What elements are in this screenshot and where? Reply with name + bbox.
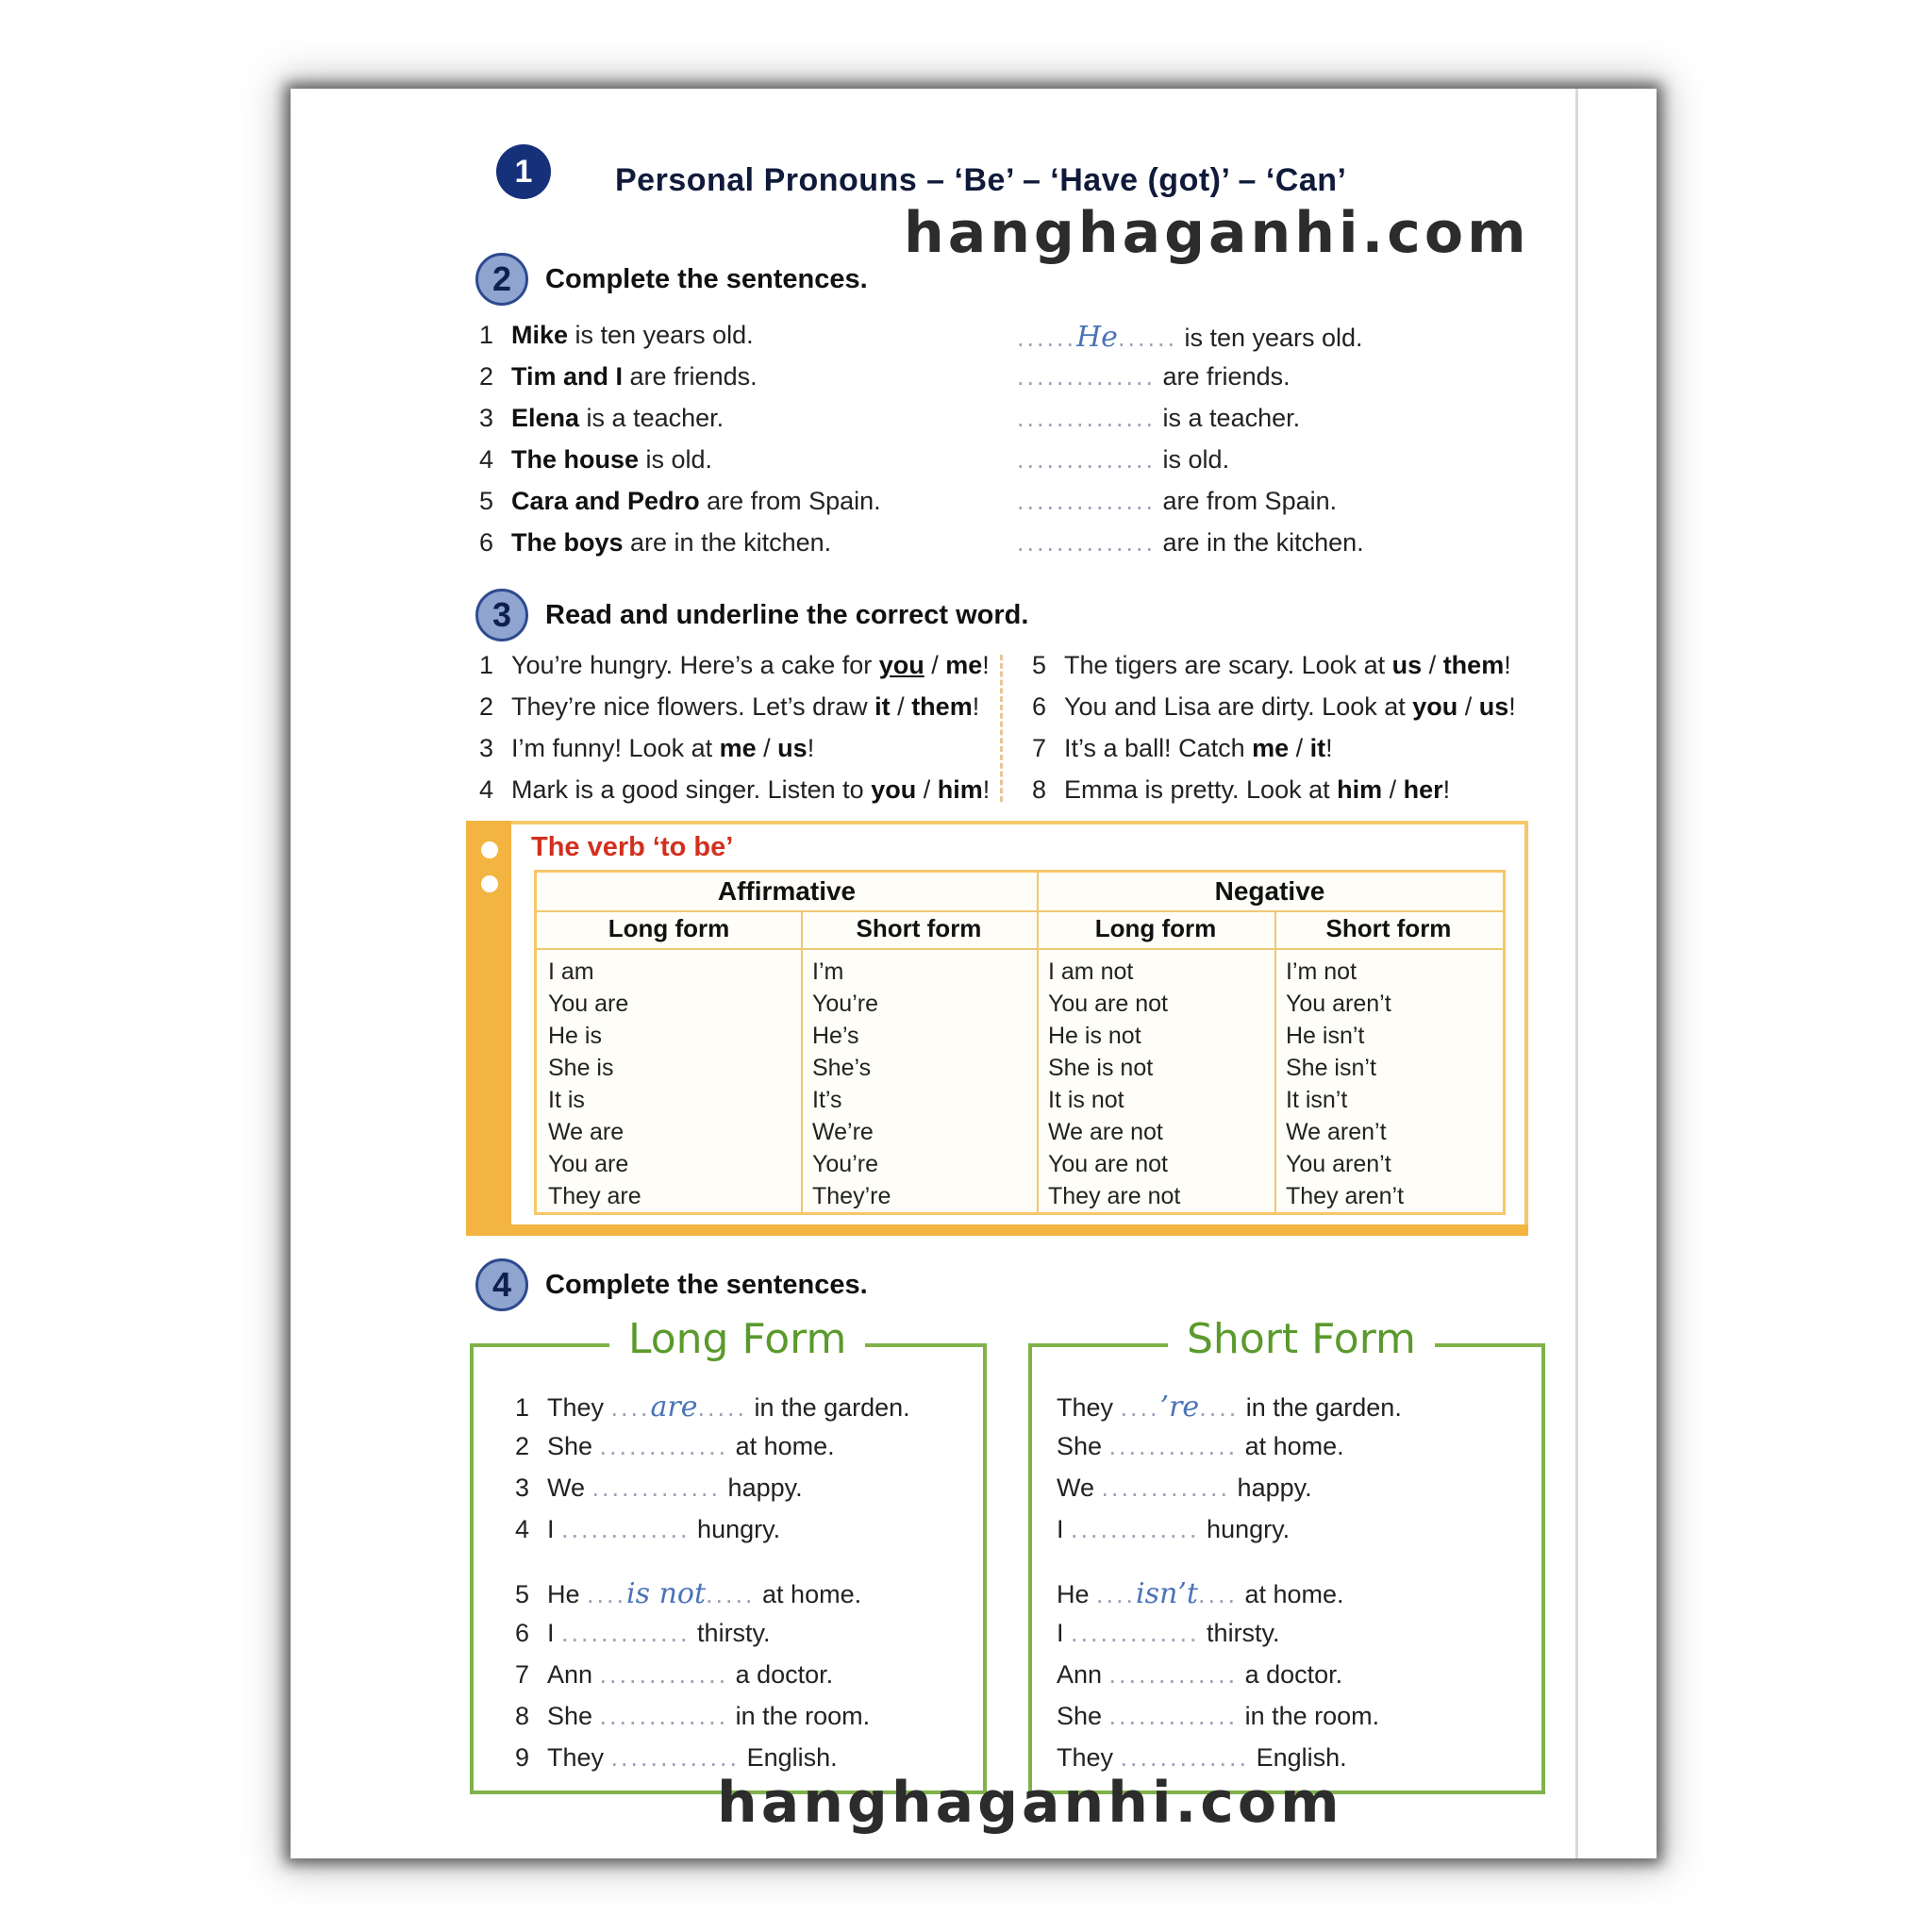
sentence-rest: happy. [1230,1474,1312,1502]
blank-dots: ............. [1108,1432,1239,1460]
binder-hole [481,841,498,858]
sentence-end: ! [1508,692,1516,721]
item-number: 6 [515,1619,530,1647]
sentence-rest: in the room. [1238,1702,1380,1730]
short-form-title: Short Form [1168,1315,1435,1363]
header-neg-long: Long form [1094,914,1217,942]
short-form-sentence [1057,1660,1342,1690]
blank-dots: .............. [1017,445,1157,474]
subject: They [547,1393,611,1422]
sentence-end: ! [1442,775,1451,804]
sentence-rest: are friends. [623,362,758,391]
ex2-sentence [479,404,724,433]
option-1: you [1412,692,1458,721]
short-form-sentence [1057,1577,1344,1610]
ex2-answer-line [1017,362,1291,391]
item-number: 6 [1032,692,1047,721]
item-number: 1 [515,1393,530,1422]
option-separator: / [1382,775,1404,804]
blank-dots: .... [610,1393,651,1422]
grammar-box-bottom [466,1224,1528,1236]
sentence-rest: at home. [1237,1580,1344,1608]
blank-dots: .... [587,1580,627,1608]
option-separator: / [924,651,946,679]
ex2-sentence [479,362,758,391]
item-number: 4 [479,775,494,804]
unit-title: Personal Pronouns – ‘Be’ – ‘Have (got)’ – ‘Can’ [615,162,1347,198]
option-2: them [911,692,973,721]
blank-dots: .............. [1017,528,1157,557]
item-number: 5 [1032,651,1047,679]
sentence-end: ! [982,775,991,804]
subject: They [1057,1393,1121,1422]
ex3-sentence [479,651,990,680]
ex3-sentence [1032,692,1516,722]
sentence-text: It’s a ball! Catch [1064,734,1253,762]
sentence-rest: is ten years old. [1176,324,1363,352]
sentence-rest: is old. [639,445,713,474]
grammar-table [534,870,1506,1215]
sentence-text: You’re hungry. Here’s a cake for [511,651,879,679]
option-separator: / [1422,651,1443,679]
sentence-text: You and Lisa are dirty. Look at [1064,692,1413,721]
long-form-sentence [515,1619,771,1648]
subject: She [547,1702,600,1730]
subject: Ann [1057,1660,1109,1689]
item-number: 6 [479,528,494,557]
item-number: 3 [479,734,494,762]
subject: She [1057,1432,1109,1460]
handwritten-answer: ’re [1159,1391,1200,1424]
item-number: 9 [515,1743,530,1772]
ex3-sentence [1032,775,1450,805]
subject: He [1057,1580,1097,1608]
ex2-sentence [479,321,754,350]
column-divider [1000,655,1003,802]
option-separator: / [1457,692,1479,721]
short-form-sentence [1057,1702,1379,1731]
option-separator: / [756,734,778,762]
long-form-sentence [515,1432,835,1461]
header-aff-long: Long form [608,914,730,942]
bold-subject: Elena [511,404,580,432]
exercise-4-title: Complete the sentences. [545,1270,868,1300]
sentence-rest: are friends. [1156,362,1291,391]
sentence-end: ! [1504,651,1511,679]
item-number: 5 [479,487,494,515]
ex3-sentence [479,692,979,722]
handwritten-answer: are [650,1391,698,1424]
neg-short-column: I’m not You aren’t He isn’t She isn’t It isn’t We aren’t You aren’t They aren’t [1286,958,1405,1209]
header-aff-short: Short form [856,914,982,942]
header-affirmative: Affirmative [717,876,857,906]
sentence-rest: is ten years old. [568,321,754,349]
sentence-rest: hungry. [1199,1515,1291,1543]
item-number: 1 [479,321,494,349]
sentence-end: ! [807,734,815,762]
short-form-sentence [1057,1391,1402,1424]
option-2: us [777,734,808,762]
blank-dots: .............. [1017,362,1157,391]
sentence-rest: is a teacher. [1156,404,1301,432]
blank-dots: .... [1199,1393,1240,1422]
blank-dots: ............. [599,1660,729,1689]
subject: We [1057,1474,1102,1502]
option-separator: / [890,692,912,721]
sentence-text: Emma is pretty. Look at [1064,775,1338,804]
ex2-sentence [479,487,881,516]
item-number: 2 [479,692,494,721]
option-2: her [1403,775,1443,804]
blank-dots: ............. [561,1515,691,1543]
option-1: me [719,734,757,762]
item-number: 1 [479,651,494,679]
sentence-rest: at home. [755,1580,862,1608]
blank-dots: ..... [697,1393,748,1422]
item-number: 2 [479,362,494,391]
sentence-end: ! [972,692,980,721]
ex2-answer-line [1017,445,1229,475]
blank-dots: ............. [1120,1743,1250,1772]
sentence-rest: is old. [1156,445,1230,474]
option-2: it [1309,734,1326,762]
sentence-rest: at home. [1238,1432,1344,1460]
sentence-rest: thirsty. [1199,1619,1280,1647]
subject: Ann [547,1660,600,1689]
unit-number-badge: 1 [496,144,551,199]
option-1: it [874,692,891,721]
blank-dots: ............. [599,1432,729,1460]
watermark-bottom: hanghaganhi.com [717,1770,1343,1836]
sentence-rest: at home. [728,1432,835,1460]
blank-dots: .... [1120,1393,1160,1422]
sentence-rest: are in the kitchen. [1156,528,1364,557]
neg-long-column: I am not You are not He is not She is not It is not We are not You are not They are not [1048,958,1181,1209]
long-form-sentence [515,1660,833,1690]
handwritten-answer: is not [626,1577,707,1610]
subject: They [547,1743,611,1772]
sentence-rest: English. [1249,1743,1347,1772]
blank-dots: .... [1197,1580,1238,1608]
sentence-rest: are from Spain. [699,487,881,515]
long-form-sentence [515,1577,861,1610]
exercise-4-badge: 4 [475,1258,528,1311]
long-form-sentence [515,1391,910,1424]
binder-hole [481,875,498,892]
blank-dots: ............. [1101,1474,1231,1502]
long-form-title: Long Form [609,1315,865,1363]
sentence-text: They’re nice flowers. Let’s draw [511,692,875,721]
sentence-rest: are from Spain. [1156,487,1338,515]
blank-dots: ............. [591,1474,722,1502]
option-2: them [1442,651,1505,679]
item-number: 7 [515,1660,530,1689]
blank-dots: ............. [610,1743,741,1772]
item-number: 3 [479,404,494,432]
short-form-sentence [1057,1432,1344,1461]
ex3-sentence [479,775,990,805]
option-1: him [1337,775,1383,804]
item-number: 8 [1032,775,1047,804]
subject: I [1057,1619,1072,1647]
sentence-rest: a doctor. [728,1660,834,1689]
item-number: 4 [479,445,494,474]
ex3-sentence [479,734,814,763]
ex3-sentence [1032,651,1511,680]
sentence-rest: is a teacher. [579,404,724,432]
subject: I [547,1515,562,1543]
item-number: 3 [515,1474,530,1502]
bold-subject: Mike [511,321,569,349]
blank-dots: ..... [706,1580,756,1608]
blank-dots: ...... [1017,324,1077,352]
sentence-rest: thirsty. [690,1619,771,1647]
sentence-text: The tigers are scary. Look at [1064,651,1392,679]
subject: They [1057,1743,1121,1772]
option-2: me [945,651,983,679]
ex2-sentence [479,445,712,475]
option-1: you [878,651,924,679]
bold-subject: The boys [511,528,624,557]
exercise-3-title: Read and underline the correct word. [545,600,1029,630]
bold-subject: The house [511,445,640,474]
sentence-rest: in the garden. [747,1393,910,1422]
subject: She [1057,1702,1109,1730]
sentence-rest: a doctor. [1238,1660,1343,1689]
option-2: us [1478,692,1509,721]
long-form-sentence [515,1515,780,1544]
long-form-sentence [515,1702,870,1731]
long-form-sentence [515,1743,838,1773]
sentence-rest: happy. [721,1474,803,1502]
item-number: 8 [515,1702,530,1730]
blank-dots: .............. [1017,487,1157,515]
bold-subject: Cara and Pedro [511,487,700,515]
blank-dots: ............. [1071,1619,1200,1647]
exercise-3-badge: 3 [475,589,528,641]
handwritten-answer: isn’t [1136,1577,1198,1610]
blank-dots: ............. [561,1619,691,1647]
sentence-rest: English. [740,1743,838,1772]
exercise-2-title: Complete the sentences. [545,264,868,294]
header-neg-short: Short form [1325,914,1452,942]
subject: I [1057,1515,1072,1543]
watermark-top: hanghaganhi.com [904,200,1530,266]
sentence-rest: are in the kitchen. [623,528,832,557]
sentence-rest: in the garden. [1239,1393,1402,1422]
blank-dots: .............. [1017,404,1157,432]
short-form-sentence [1057,1474,1312,1503]
ex2-answer-line [1017,321,1363,354]
blank-dots: ............. [1108,1702,1239,1730]
ex2-sentence [479,528,831,558]
sentence-text: Mark is a good singer. Listen to [511,775,872,804]
subject: We [547,1474,592,1502]
item-number: 5 [515,1580,530,1608]
short-form-sentence [1057,1515,1290,1544]
blank-dots: ............. [599,1702,729,1730]
ex2-answer-line [1017,487,1337,516]
ex3-sentence [1032,734,1333,763]
blank-dots: ............. [1071,1515,1200,1543]
ex2-answer-line [1017,528,1364,558]
aff-short-column: I’m You’re He’s She’s It’s We’re You’re They’re [812,958,891,1209]
item-number: 4 [515,1515,530,1543]
aff-long-column: I am You are He is She is It is We are You are They are [548,958,641,1209]
short-form-sentence [1057,1619,1280,1648]
page-spine [1575,89,1578,1858]
handwritten-answer: He [1076,321,1118,354]
item-number: 7 [1032,734,1047,762]
sentence-end: ! [982,651,990,679]
blank-dots: ...... [1117,324,1177,352]
option-2: him [937,775,983,804]
option-separator: / [1289,734,1310,762]
bold-subject: Tim and I [511,362,624,391]
option-1: me [1252,734,1290,762]
grammar-title: The verb ‘to be’ [531,832,734,862]
subject: I [547,1619,562,1647]
exercise-2-badge: 2 [475,253,528,306]
long-form-sentence [515,1474,803,1503]
blank-dots: ............. [1108,1660,1239,1689]
sentence-rest: in the room. [728,1702,871,1730]
header-negative: Negative [1214,876,1325,906]
blank-dots: .... [1096,1580,1137,1608]
ex2-answer-line [1017,404,1300,433]
option-1: us [1391,651,1423,679]
sentence-rest: hungry. [690,1515,781,1543]
option-1: you [871,775,917,804]
option-separator: / [916,775,938,804]
item-number: 2 [515,1432,530,1460]
subject: He [547,1580,588,1608]
sentence-text: I’m funny! Look at [511,734,720,762]
short-form-sentence [1057,1743,1347,1773]
subject: She [547,1432,600,1460]
sentence-end: ! [1325,734,1333,762]
